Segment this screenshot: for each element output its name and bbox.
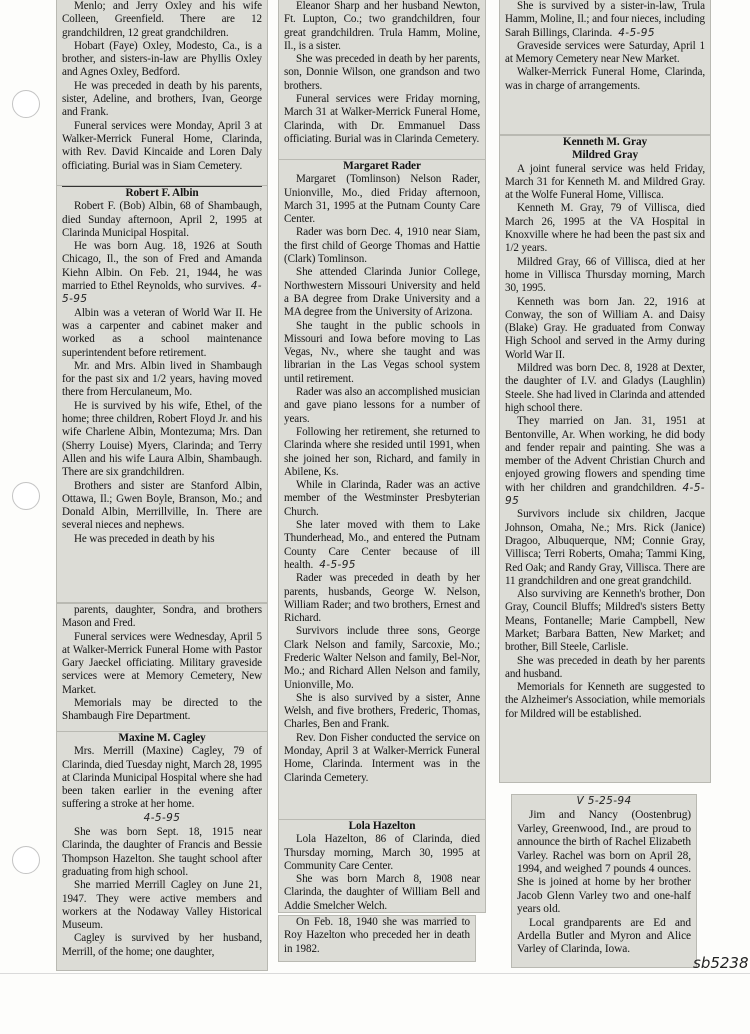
clipping-column1-top (57, 0, 267, 186)
paragraph: She was preceded in death by her parents and husband. (505, 654, 705, 680)
paragraph: Following her retirement, she returned to Clarinda where she resided until 1991, when she joined her son, Richard, and family in Abilene, Ks. (284, 425, 480, 478)
paragraph: She attended Clarinda Junior College, Northwestern Missouri University and held a BA degree from Drake University and a MA degree from the University of Arizona. (284, 266, 480, 319)
paragraph: Rev. Don Fisher conducted the service on Monday, April 3 at Walker-Merrick Funeral Home, Clarinda. Interment was in the Clarinda Cemetery. (284, 731, 480, 784)
paragraph: Mildred Gray, 66 of Villisca, died at her home in Villisca Thursday morning, March 30, 1995. (505, 255, 705, 295)
paragraph: While in Clarinda, Rader was an active member of the Westminster Presbyterian Church. (284, 479, 480, 518)
paragraph: Kenneth M. Gray, 79 of Villisca, died March 26, 1995 at the VA Hospital in Knoxville where he had been the past six and 1/2 years. (505, 202, 705, 255)
paragraph: Mrs. Merrill (Maxine) Cagley, 79 of Clarinda, died Tuesday night, March 28, 1995 at Clarinda Municipal Hospital where she had been taken earlier in the evening after suffering a stroke at her home. (62, 745, 262, 811)
paragraph: Funeral services were Monday, April 3 at Walker-Merrick Funeral Home, Clarinda, with Rev. David Kincaide and Loren Daly officiating. Burial was in Siam Cemetery. (62, 119, 262, 172)
paragraph: She later moved with them to Lake Thunderhead, Mo., and entered the Putnam County Care Center because of ill health. 4-5-95 (284, 519, 480, 571)
paragraph: Graveside services were Saturday, April 1 at Memory Cemetery near New Market. (505, 39, 705, 66)
paragraph: Menlo; and Jerry Oxley and his wife Colleen, Greenfield. There are 12 grandchildren, 12 great grandchildren. (62, 0, 262, 39)
clipping-column2-bottom (279, 916, 475, 961)
paragraph: On Feb. 18, 1940 she was married to Roy Hazelton who preceded her in death in 1982. (284, 916, 470, 955)
paragraph: Jim and Nancy (Oostenbrug) Varley, Greenwood, Ind., are proud to announce the birth of Rachel Elizabeth Varley. Rachel was born on April 28, 1994, and weighed 7 pounds 4 ounces. She is joined at home by her brother Jacob Glenn Varley two and one-half years old. (517, 809, 691, 916)
paragraph: Eleanor Sharp and her husband Newton, Ft. Lupton, Co.; two grandchildren, four great grandchildren. Trula Hamm, Moline, Il., is a sister. (284, 0, 480, 52)
paragraph: Mildred was born Dec. 8, 1928 at Dexter, the daughter of I.V. and Gladys (Laughlin) Steele. She had lived in Clarinda and attended high school there. (505, 362, 705, 414)
paragraph: Memorials may be directed to the Shambaugh Fire Department. (62, 697, 262, 723)
handwritten-date: V 5-25-94 (576, 795, 632, 807)
punch-hole-bottom (12, 846, 40, 874)
page-bottom-margin (0, 973, 750, 1034)
paragraph: Margaret (Tomlinson) Nelson Rader, Unionville, Mo., died Friday afternoon, March 31, 1995 at the Putnam County Care Center. (284, 173, 480, 226)
handwritten-date: 4-5-95 (143, 811, 181, 824)
paragraph: Kenneth was born Jan. 22, 1916 at Conway, the son of William A. and Daisy (Blake) Gray. He graduated from Conway High School and served in the Army during World War II. (505, 295, 705, 361)
paragraph: She is survived by a sister-in-law, Trula Hamm, Moline, Il.; and four nieces, including Sarah Billings, Clarinda. 4-5-95 (505, 0, 705, 39)
handwritten-date: 4-5-95 (505, 481, 705, 508)
paragraph: Rader was also an accomplished musician and gave piano lessons for a number of years. (284, 386, 480, 425)
clipping-column3-top (500, 0, 710, 134)
obituary-heading-kenneth-gray: Kenneth M. Gray (562, 136, 648, 148)
paragraph: She was born March 8, 1908 near Clarinda, the daughter of William Bell and Addie Smelcher Welch. (284, 873, 480, 912)
paragraph: She was preceded in death by her parents, son, Donnie Wilson, one grandson and two brothers. (284, 53, 480, 92)
paragraph: Rader was born Dec. 4, 1910 near Siam, the first child of George Thomas and Hattie (Clark) Tomlinson. (284, 226, 480, 266)
obituary-heading-cagley: Maxine M. Cagley (118, 732, 206, 744)
paragraph: Robert F. (Bob) Albin, 68 of Shambaugh, died Sunday afternoon, April 2, 1995 at Clarinda Municipal Hospital. (62, 200, 262, 239)
clipping-cagley (57, 732, 267, 970)
paragraph: He is survived by his wife, Ethel, of the home; three children, Robert Floyd Jr. and his wife Charlene Albin, Montezuma; Mrs. Dan (Sherry Louise) Myers, Clarinda; and Terry Allen and his wife Laura Albin, Shambaugh. There are six grandchildren. (62, 399, 262, 479)
paragraph: He was born Aug. 18, 1926 at South Chicago, Il., the son of Fred and Amanda Kiehn Albin. On Feb. 21, 1944, he was married to Ethel Reynolds, who survives. 4-5-95 (62, 240, 262, 306)
paragraph: He was preceded in death by his (74, 532, 215, 545)
paragraph: She was born Sept. 18, 1915 near Clarinda, the daughter of Francis and Bessie Thompson Hazelton. She taught school after graduating from high school. (62, 826, 262, 878)
obituary-heading-hazelton: Lola Hazelton (348, 820, 416, 832)
paragraph: They married on Jan. 31, 1951 at Bentonville, Ar. When working, he did body and fender repair and painting. She was a member of the Advent Christian Church and enjoyed growing flowers and spending time with her children and grandchildren. 4-5-95 (505, 415, 705, 508)
clipping-birth-announcement (512, 795, 696, 967)
paragraph: Brothers and sister are Stanford Albin, Ottawa, Il.; Gwen Boyle, Branson, Mo.; and Donald Albin, Merrillville, In. There are several nieces and nephews. (62, 479, 262, 532)
punch-hole-middle (12, 482, 40, 510)
paragraph: parents, daughter, Sondra, and brothers Mason and Fred. (62, 604, 262, 630)
handwritten-date: 4-5-95 (62, 280, 262, 306)
paragraph: Mr. and Mrs. Albin lived in Shambaugh for the past six and 1/2 years, having moved there from Herculaneum, Mo. (62, 359, 262, 399)
clipping-gray (500, 136, 710, 782)
obituary-heading-mildred-gray: Mildred Gray (571, 149, 639, 162)
paragraph: Cagley is survived by her husband, Merrill, of the home; one daughter, (62, 932, 262, 958)
paragraph: She is also survived by a sister, Anne Welsh, and five brothers, Frederic, Thomas, Charles, Ben and Frank. (284, 691, 480, 731)
paragraph: He was preceded in death by his parents, sister, Adeline, and brothers, Ivan, George and Frank. (62, 79, 262, 119)
clipping-hazelton (279, 820, 485, 912)
paragraph: She taught in the public schools in Missouri and Iowa before moving to Las Vegas, Nv., where she taught and was librarian in the Las Vegas school system until retirement. (284, 319, 480, 385)
paragraph: A joint funeral service was held Friday, March 31 for Kenneth M. and Mildred Gray. at the Wolfe Funeral Home, Villisca. (505, 162, 705, 202)
paragraph: Albin was a veteran of World War II. He was a carpenter and cabinet maker and worked as a school maintenance superintendent before retirement. (62, 306, 262, 359)
punch-hole-top (12, 90, 40, 118)
paragraph: She married Merrill Cagley on June 21, 1947. They were active members and workers at the Nodaway Valley Historical Museum. (62, 879, 262, 932)
clipping-rader (279, 160, 485, 820)
paragraph: Funeral services were Friday morning, March 31 at Walker-Merrick Funeral Home, Clarinda, with Dr. Emmanuel Dass officiating. Burial was in Clarinda Cemetery. (284, 93, 480, 145)
paragraph: Hobart (Faye) Oxley, Modesto, Ca., is a brother, and sisters-in-law are Phyllis Oxley and Agnes Oxley, Bedford. (62, 39, 262, 79)
paragraph: Memorials for Kenneth are suggested to the Alzheimer's Association, while memorials for Mildred will be established. (505, 681, 705, 720)
clipping-albin (57, 186, 267, 602)
paragraph: Walker-Merrick Funeral Home, Clarinda, was in charge of arrangements. (505, 66, 705, 92)
paragraph: Rader was preceded in death by her parents, husbands, George W. Nelson, William Rader; and two brothers, Ernest and Richard. (284, 572, 480, 625)
paragraph: Also surviving are Kenneth's brother, Don Gray, Council Bluffs; Mildred's sisters Betty Means, Fontanelle; Marie Campbell, New Market; Barbara Batten, New Market; and brother, Bill Steele, Carlisle. (505, 588, 705, 654)
obituary-heading-albin: Robert F. Albin (62, 186, 262, 200)
obituary-heading-rader: Margaret Rader (343, 160, 421, 172)
handwritten-date: 4-5-95 (618, 26, 655, 39)
handwritten-date: 4-5-95 (319, 558, 356, 571)
clipping-column1-bottom (57, 604, 267, 732)
paragraph: Local grandparents are Ed and Ardella Butler and Myron and Alice Varley of Clarinda, Iowa. (517, 916, 691, 956)
paragraph: Survivors include three sons, George Clark Nelson and family, Sarcoxie, Mo.; Frederic Walter Nelson and family, Bel-Nor, Mo.; and Richard Allen Nelson and family, Unionville, Mo. (284, 625, 480, 691)
page-id-label: sb5238 (693, 954, 749, 972)
paragraph: Funeral services were Wednesday, April 5 at Walker-Merrick Funeral Home with Pastor Gary Jaeckel officiating. Military graveside services were at Memory Cemetery, New Market. (62, 630, 262, 696)
paragraph: Lola Hazelton, 86 of Clarinda, died Thursday morning, March 30, 1995 at Community Care Center. (284, 833, 480, 872)
paragraph: Survivors include six children, Jacque Johnson, Omaha, Ne.; Mrs. Rick (Janice) Dragoo, Albuquerque, NM; Connie Gray, Villisca; Terri Roberts, Omaha; Tammi King, Red Oak; and Randy Gray, Villisca. There are 11 grandchildren and one great grandchild. (505, 508, 705, 587)
clipping-column2-top (279, 0, 485, 160)
